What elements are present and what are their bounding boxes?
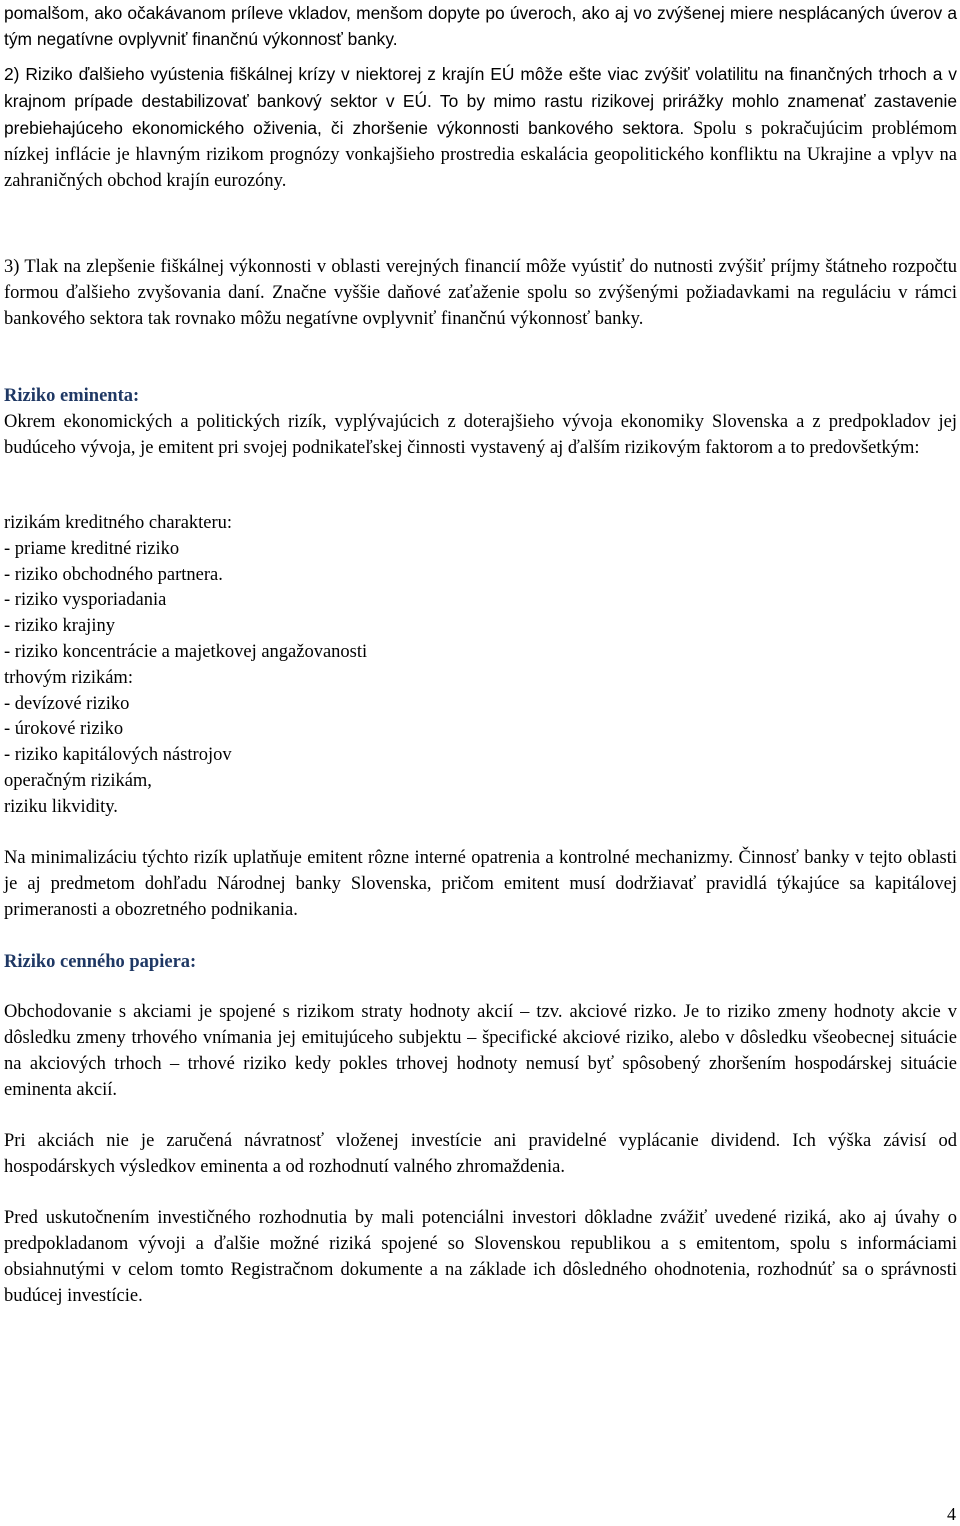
list-item: - riziko krajiny — [4, 616, 115, 637]
paragraph-risk-2-part-a: 2) Riziko ďalšieho vyústenia fiškálnej krízy v niektorej z krajín EÚ môže ešte viac zvýšiť volatilitu na finančných trhoch a v krajnom prípade destabilizovať bankový sektor v EÚ. To by mimo rastu rizikovej prirážky mohlo znamenať zastavenie prebiehajúceho ekonomického oživenia, či zhoršenie výkonnosti bankového sektora. — [4, 64, 957, 138]
list-item: rizikám kreditného charakteru: — [4, 513, 233, 533]
list-item: - priame kreditné riziko — [4, 538, 180, 559]
risk-factor-list — [4, 511, 367, 821]
paragraph-continuation: pomalšom, ako očakávanom príleve vkladov, menšom dopyte po úveroch, ako aj vo zvýšenej miere nesplácaných úverov a tým negatívne ovplyvniť finančnú výkonnosť banky. — [4, 3, 957, 49]
paragraph-security-risk-1: Obchodovanie s akciami je spojené s rizikom straty hodnoty akcií – tzv. akciové rizko. Je to riziko zmeny hodnoty akcie v dôsledku zmeny trhového vnímania jej emitujúceho subjektu – špecifické akciové riziko, alebo v dôsledku všeobecnej situácie na akciových trhoch – trhové riziko kedy pokles trhovej hodnoty nemusí byť spôsobený zhoršením hospodárskej situácie eminenta akcií. — [4, 1002, 957, 1100]
page-number: 4 — [947, 1504, 956, 1524]
heading-emitent-risk: Riziko eminenta: — [4, 386, 140, 406]
list-item: operačným rizikám, — [4, 770, 152, 791]
list-item: - riziko obchodného partnera. — [4, 564, 223, 585]
paragraph-security-risk-3: Pred uskutočnením investičného rozhodnutia by mali potenciálni investori dôkladne zvážiť uvedené riziká, ako aj úvahy o predpokladanom vývoji a ďalšie možné riziká spojené so Slovenskou republikou a s emitentom, spolu s informáciami obsiahnutými v celom tomto Registračnom dokumente a na základe ich dôsledného ohodnotenia, rozhodnúť sa o správnosti budúcej investície. — [4, 1208, 957, 1306]
paragraph-risk-3 — [4, 254, 957, 332]
paragraph-security-risk-2: Pri akciách nie je zaručená návratnosť vloženej investície ani pravidelné vyplácanie dividend. Ich výška závisí od hospodárskych výsledkov eminenta a od rozhodnutí valného zhromaždenia. — [4, 1131, 957, 1177]
list-item: - riziko kapitálových nástrojov — [4, 745, 232, 766]
paragraph-risk-3-part-b: Značne vyššie daňové zaťaženie spolu so zvýšenými požiadavkami na reguláciu v rámci bankového sektora tak rovnako môžu negatívne ovplyvniť finančnú výkonnosť banky. — [4, 283, 958, 329]
list-item: - devízové riziko — [4, 693, 130, 714]
list-item: riziku likvidity. — [4, 796, 118, 817]
list-item: - úrokové riziko — [4, 719, 124, 740]
paragraph-risk-3-part-a: 3) Tlak na zlepšenie fiškálnej výkonnosti v oblasti verejných financií môže vyústiť do nutnosti zvýšiť príjmy štátneho rozpočtu formou ďalšieho zvyšovania daní. — [4, 257, 957, 303]
heading-security-risk: Riziko cenného papiera: — [4, 952, 197, 972]
list-item: trhovým rizikám: — [4, 667, 133, 688]
paragraph-risk-2 — [4, 61, 957, 194]
paragraph-risk-minimization: Na minimalizáciu týchto rizík uplatňuje emitent rôzne interné opatrenia a kontrolné mechanizmy. Činnosť banky v tejto oblasti je aj predmetom dohľadu Národnej banky Slovenska, pričom emitent musí dodržiavať pravidlá týkajúce sa kapitálovej primeranosti a obozretného podnikania. — [4, 848, 957, 920]
paragraph-risk-2-part-b: Spolu s pokračujúcim problémom nízkej inflácie je hlavným rizikom prognózy vonkajšieho prostredia eskalácia geopolitického konfliktu na Ukrajine a vplyv na zahraničných obchod krajín eurozóny. — [4, 119, 957, 191]
list-item: - riziko vysporiadania — [4, 590, 167, 611]
paragraph-emitent-risk: Okrem ekonomických a politických rizík, vyplývajúcich z doterajšieho vývoja ekonomiky Slovenska a z predpokladov jej budúceho vývoja, je emitent pri svojej podnikateľskej činnosti vystavený aj ďalším rizikovým faktorom a to predovšetkým: — [4, 412, 957, 458]
list-item: - riziko koncentrácie a majetkovej angažovanosti — [4, 641, 368, 662]
